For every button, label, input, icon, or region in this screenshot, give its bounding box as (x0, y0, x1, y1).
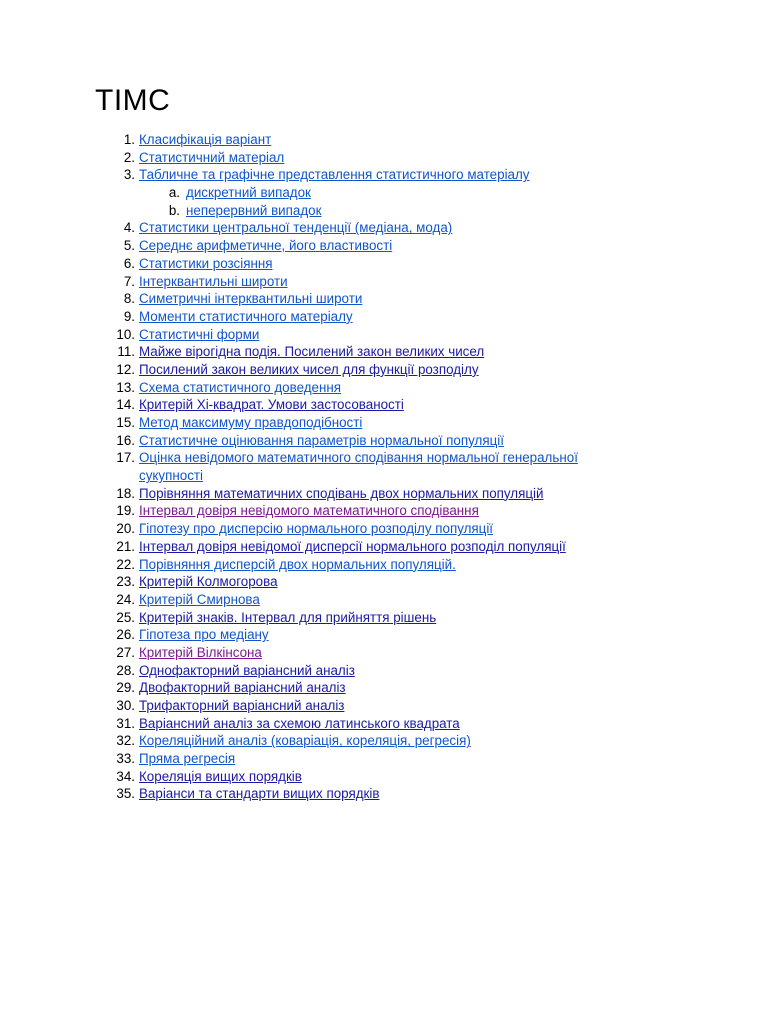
toc-item-link[interactable]: Майже вірогідна подія. Посилений закон великих чисел (139, 344, 485, 360)
toc-item-number: 34. (116, 768, 135, 784)
toc-item-number: 32. (116, 733, 135, 749)
toc-item (0, 520, 768, 538)
toc-item (0, 326, 768, 344)
toc-item (0, 290, 768, 308)
toc-item-number: 5. (123, 238, 135, 254)
toc-item-link[interactable]: Порівняння математичних сподівань двох нормальних популяцій (139, 485, 544, 501)
toc-item-link[interactable]: Трифакторний варіансний аналіз (139, 698, 345, 714)
toc-item-number: 21. (116, 538, 135, 554)
toc-item-link[interactable]: Статистики центральної тенденції (медіана, мода) (139, 220, 453, 236)
toc-item-number: 26. (116, 627, 135, 643)
toc-item-number: 16. (116, 432, 135, 448)
toc-item-number: 30. (116, 698, 135, 714)
toc-item (0, 556, 768, 574)
toc-item-link[interactable]: Табличне та графічне представлення статистичного матеріалу (139, 167, 530, 183)
toc-item-number: 6. (123, 255, 135, 271)
toc-item-number: 31. (116, 715, 135, 731)
toc-item-link[interactable]: Критерій Вілкінсона (139, 644, 262, 660)
table-of-contents (0, 131, 768, 803)
toc-item (0, 750, 768, 768)
toc-item-number: 25. (116, 609, 135, 625)
toc-item-link[interactable]: Інтерквантильні широти (139, 273, 288, 289)
toc-item (0, 379, 768, 397)
toc-item-number: 19. (116, 503, 135, 519)
toc-item-link[interactable]: Гіпотезу про дисперсію нормального розподілу популяції (139, 521, 494, 537)
toc-item (0, 485, 768, 503)
toc-item-number: 15. (116, 415, 135, 430)
toc-item-number: 29. (116, 680, 135, 696)
toc-item (0, 732, 768, 750)
toc-item (0, 273, 768, 291)
toc-item (0, 343, 768, 361)
toc-item-number: 28. (116, 662, 135, 678)
toc-item (0, 361, 768, 379)
toc-item-link[interactable]: Однофакторний варіансний аналіз (139, 662, 355, 678)
toc-item (0, 697, 768, 715)
toc-item (0, 538, 768, 556)
toc-item-link[interactable]: Критерій Колмогорова (139, 574, 278, 590)
toc-item (0, 626, 768, 644)
toc-item-link[interactable]: Критерій знаків. Інтервал для прийняття рішень (139, 609, 437, 625)
toc-item (0, 255, 768, 273)
toc-item-number: 2. (123, 149, 135, 165)
toc-item (0, 449, 768, 484)
toc-item-link[interactable]: Симетричні інтерквантильні широти (139, 291, 363, 307)
toc-item-number: 3. (123, 167, 135, 183)
toc-item (0, 308, 768, 326)
toc-item-number: 14. (116, 397, 135, 413)
toc-item-number: b. (168, 202, 180, 218)
toc-item (0, 785, 768, 803)
toc-item (0, 609, 768, 627)
toc-item-link[interactable]: Критерій Хі-квадрат. Умови застосованості (139, 397, 404, 413)
toc-item-link[interactable]: Посилений закон великих чисел для функції розподілу (139, 361, 479, 377)
toc-item-link[interactable]: Статистичне оцінювання параметрів нормальної популяції (139, 432, 504, 448)
toc-item (0, 131, 768, 149)
toc-item-link[interactable]: Інтервал довіря невідомої дисперсії нормального розподіл популяції (139, 538, 566, 554)
toc-item-link[interactable]: дискретний випадок (186, 185, 311, 201)
toc-subitem (0, 184, 768, 202)
toc-item (0, 573, 768, 591)
toc-item-link[interactable]: Статистичні форми (139, 326, 260, 342)
toc-item-link[interactable]: Порівняння дисперсій двох нормальних популяцій. (139, 556, 456, 572)
toc-item-number: 33. (116, 751, 135, 767)
toc-item (0, 644, 768, 662)
toc-item-link[interactable]: неперервний випадок (186, 202, 322, 218)
toc-item-number: 13. (116, 379, 135, 395)
toc-item (0, 502, 768, 520)
toc-item-number: 1. (123, 132, 135, 147)
toc-item-link[interactable]: Варіанси та стандарти вищих порядків (139, 786, 380, 802)
toc-item (0, 219, 768, 237)
toc-item (0, 768, 768, 786)
toc-item (0, 715, 768, 733)
toc-item-link[interactable]: Варіансний аналіз за схемою латинського квадрата (139, 715, 460, 731)
document-title: ТІМС (95, 84, 171, 117)
toc-item-link[interactable]: Метод максимуму правдоподібності (139, 415, 363, 430)
toc-item (0, 662, 768, 680)
toc-item (0, 149, 768, 167)
toc-item-link[interactable]: Кореляція вищих порядків (139, 768, 302, 784)
toc-item-link[interactable]: Двофакторний варіансний аналіз (139, 680, 346, 696)
toc-item-link[interactable]: Моменти статистичного матеріалу (139, 308, 353, 324)
toc-item-number: 35. (116, 786, 135, 802)
toc-item-number: 22. (116, 556, 135, 572)
toc-item (0, 237, 768, 255)
toc-item (0, 591, 768, 609)
toc-item-link[interactable]: Схема статистичного доведення (139, 379, 342, 395)
toc-subitem (0, 202, 768, 220)
toc-item-link[interactable]: Статистичний матеріал (139, 149, 285, 165)
toc-item (0, 679, 768, 697)
toc-item-link[interactable]: Інтервал довіря невідомого математичного сподівання (139, 503, 479, 519)
toc-item-link[interactable]: Критерій Смирнова (139, 591, 260, 607)
toc-item-link[interactable]: Пряма регресія (139, 751, 236, 767)
toc-item-number: 18. (116, 485, 135, 501)
toc-item-number: 24. (116, 591, 135, 607)
toc-item-number: 4. (123, 220, 135, 236)
toc-item-link[interactable]: Кореляційний аналіз (коваріація, кореляція, регресія) (139, 733, 471, 749)
toc-item-number: 23. (116, 574, 135, 590)
toc-item-number: 10. (116, 326, 135, 342)
toc-item-number: 9. (123, 308, 135, 324)
toc-item (0, 432, 768, 450)
toc-item (0, 396, 768, 414)
toc-item-number: 12. (116, 361, 135, 377)
toc-item-number: 8. (123, 291, 135, 307)
toc-item-number: 17. (116, 450, 135, 466)
toc-item-number: 7. (123, 273, 135, 289)
toc-item-link[interactable]: Середнє арифметичне, його властивості (139, 238, 393, 254)
toc-item-number: 27. (116, 644, 135, 660)
toc-item-number: a. (168, 185, 180, 201)
toc-item (0, 414, 768, 432)
toc-item-number: 11. (117, 344, 135, 360)
toc-item-number: 20. (116, 521, 135, 537)
toc-item-link[interactable]: Статистики розсіяння (139, 255, 273, 271)
toc-item-link[interactable]: Класифікація варіант (139, 132, 272, 147)
toc-item-link[interactable]: Оцінка невідомого математичного сподівання нормальної генеральної сукупності (139, 450, 578, 484)
toc-item (0, 166, 768, 184)
toc-item-link[interactable]: Гіпотеза про медіану (139, 627, 269, 643)
